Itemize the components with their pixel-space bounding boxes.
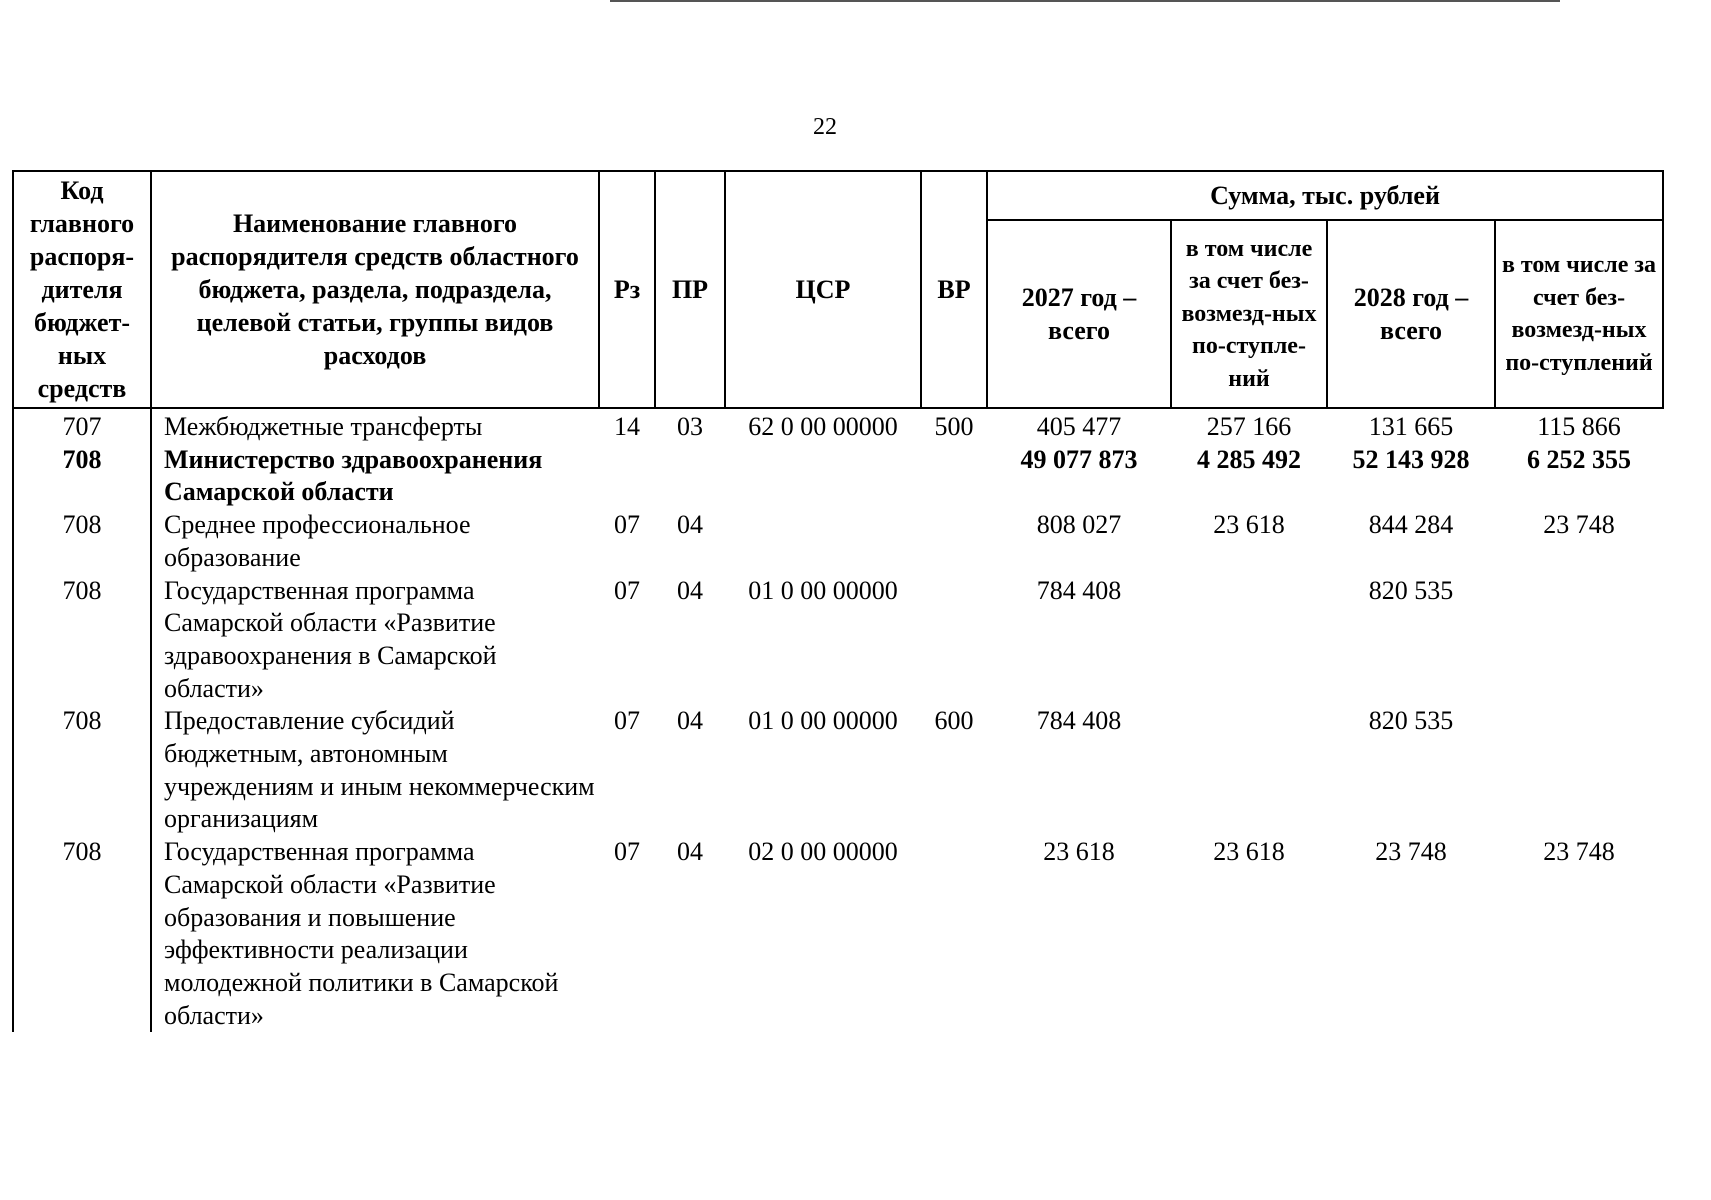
- rz-cell: 07: [614, 837, 640, 867]
- csr-cell: [725, 509, 921, 574]
- header-row-1: [13, 171, 1663, 220]
- rz-cell: 07: [614, 510, 640, 540]
- grants-2027-cell: 4 285 492: [1197, 444, 1301, 474]
- table-body: [13, 408, 1663, 1032]
- total-2027-cell: 808 027: [1036, 510, 1122, 540]
- total-2027-cell: 23 618: [1043, 837, 1115, 867]
- page-number: 22: [813, 114, 837, 140]
- grants-2027-cell: 23 618: [1213, 837, 1285, 867]
- total-2028-cell: 23 748: [1375, 837, 1447, 867]
- code-cell: 708: [13, 836, 151, 1032]
- vr-cell: [921, 509, 987, 574]
- header-name: Наименование главного распорядителя средств областного бюджета, раздела, подраздела, целевой статьи, группы видов расходов: [151, 171, 599, 408]
- rz-cell: 07: [614, 706, 640, 736]
- total-2027-cell: 784 408: [1036, 706, 1122, 736]
- pr-cell: 04: [677, 575, 703, 605]
- grants-2027-cell: [1171, 575, 1327, 706]
- code-cell: 708: [13, 509, 151, 574]
- name-cell: Государственная программа Самарской области «Развитие здравоохранения в Самарской области»: [151, 575, 599, 706]
- vr-cell: 500: [934, 412, 974, 441]
- vr-cell: [921, 836, 987, 1032]
- total-2028-cell: 820 535: [1368, 575, 1454, 605]
- grants-2028-cell: 6 252 355: [1527, 444, 1631, 474]
- grants-2027-cell: [1171, 705, 1327, 836]
- code-cell: 708: [13, 444, 151, 509]
- csr-cell: 62 0 00 00000: [748, 412, 898, 441]
- table-row: [13, 836, 1663, 1032]
- name-cell: Министерство здравоохранения Самарской области: [151, 444, 599, 509]
- header-2027-total: 2027 год – всего: [987, 220, 1171, 408]
- table-row: [13, 408, 1663, 444]
- name-cell: Межбюджетные трансферты: [151, 408, 599, 444]
- grants-2027-cell: 23 618: [1213, 510, 1285, 540]
- code-cell: 708: [13, 705, 151, 836]
- total-2027-cell: 784 408: [1036, 575, 1122, 605]
- vr-cell: [921, 575, 987, 706]
- csr-cell: [725, 444, 921, 509]
- header-2028-total: 2028 год – всего: [1327, 220, 1495, 408]
- grants-2027-cell: 257 166: [1206, 412, 1292, 441]
- pr-cell: 04: [677, 510, 703, 540]
- grants-2028-cell: 23 748: [1543, 837, 1615, 867]
- total-2027-cell: 49 077 873: [1020, 444, 1138, 474]
- header-pr: ПР: [655, 171, 725, 408]
- grants-2028-cell: 115 866: [1537, 412, 1621, 441]
- grants-2028-cell: 23 748: [1543, 510, 1615, 540]
- header-2027-grants: в том числе за счет без-возмезд-ных по-ступле-ний: [1171, 220, 1327, 408]
- csr-cell: 02 0 00 00000: [748, 837, 898, 867]
- table-row: [13, 575, 1663, 706]
- header-rz: Рз: [599, 171, 655, 408]
- pr-cell: 04: [677, 837, 703, 867]
- table-row: [13, 509, 1663, 574]
- rz-cell: 14: [614, 412, 640, 441]
- total-2027-cell: 405 477: [1036, 412, 1122, 441]
- name-cell: Среднее профессиональное образование: [151, 509, 599, 574]
- table-row: [13, 705, 1663, 836]
- header-code: Код главного распоря-дителя бюджет-ных средств: [13, 171, 151, 408]
- budget-table: [12, 170, 1664, 1032]
- total-2028-cell: 844 284: [1368, 510, 1454, 540]
- grants-2028-cell: [1495, 705, 1663, 836]
- rz-cell: 07: [614, 575, 640, 605]
- vr-cell: 600: [934, 706, 974, 736]
- header-2028-grants: в том числе за счет без-возмезд-ных по-ступлений: [1495, 220, 1663, 408]
- csr-cell: 01 0 00 00000: [748, 575, 898, 605]
- csr-cell: 01 0 00 00000: [748, 706, 898, 736]
- rz-cell: [599, 444, 655, 509]
- code-cell: 707: [13, 408, 151, 444]
- pr-cell: [655, 444, 725, 509]
- vr-cell: [921, 444, 987, 509]
- total-2028-cell: 820 535: [1368, 706, 1454, 736]
- name-cell: Государственная программа Самарской области «Развитие образования и повышение эффективности реализации молодежной политики в Самарской области»: [151, 836, 599, 1032]
- table-row: [13, 444, 1663, 509]
- total-2028-cell: 131 665: [1368, 412, 1454, 441]
- header-vr: ВР: [921, 171, 987, 408]
- header-sum-group: Сумма, тыс. рублей: [987, 171, 1663, 220]
- total-2028-cell: 52 143 928: [1352, 444, 1470, 474]
- grants-2028-cell: [1495, 575, 1663, 706]
- top-rule: [610, 0, 1560, 2]
- code-cell: 708: [13, 575, 151, 706]
- pr-cell: 04: [677, 706, 703, 736]
- pr-cell: 03: [677, 412, 703, 441]
- table-header: [13, 171, 1663, 408]
- header-csr: ЦСР: [725, 171, 921, 408]
- name-cell: Предоставление субсидий бюджетным, автономным учреждениям и иным некоммерческим организациям: [151, 705, 599, 836]
